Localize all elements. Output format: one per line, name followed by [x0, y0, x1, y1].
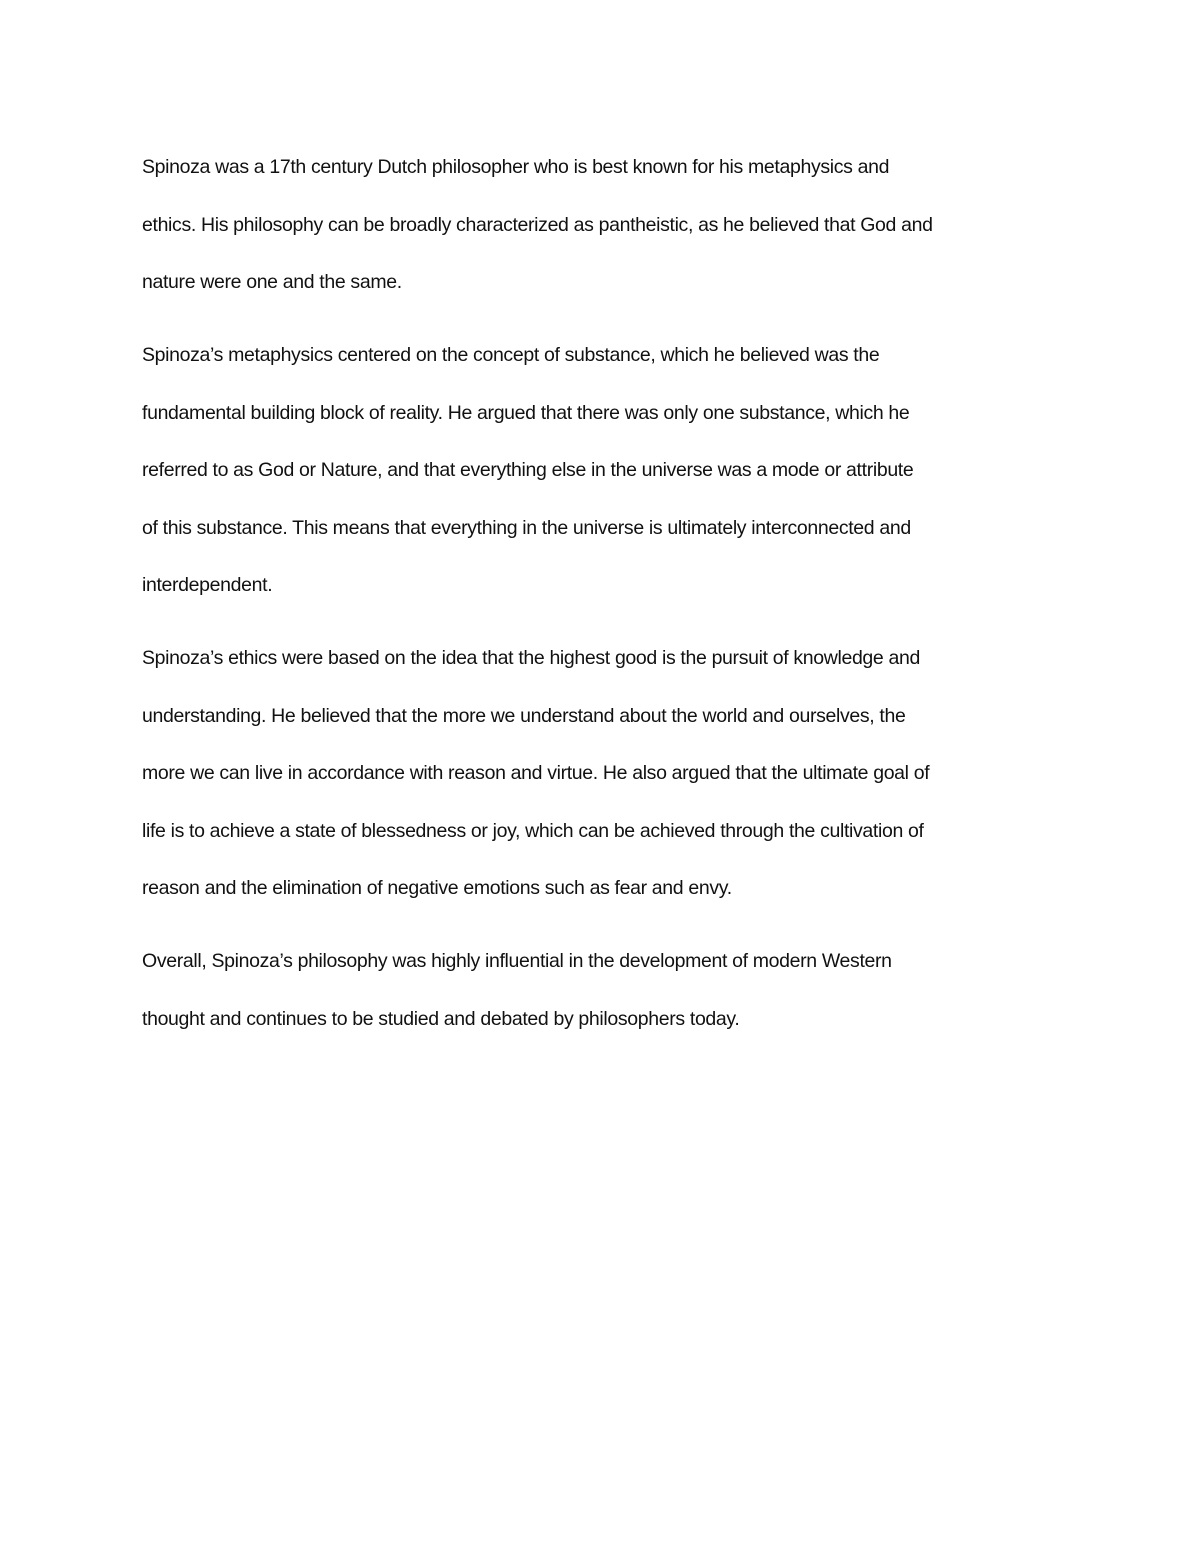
text-line: of this substance. This means that everything in the universe is ultimately interconnected and: [142, 516, 911, 539]
paragraph-spacer: [142, 615, 1062, 631]
text-line: life is to achieve a state of blessedness or joy, which can be achieved through the cultivation of: [142, 819, 924, 842]
paragraph-3: [142, 630, 1062, 918]
text-line: fundamental building block of reality. He argued that there was only one substance, which he: [142, 401, 910, 424]
text-line: Spinoza’s metaphysics centered on the concept of substance, which he believed was the: [142, 344, 880, 366]
text-line: nature were one and the same.: [142, 271, 402, 293]
paragraph-4: [142, 933, 1062, 1048]
document-body: [142, 139, 1062, 1048]
text-line: understanding. He believed that the more we understand about the world and ourselves, the: [142, 704, 906, 727]
text-line: ethics. His philosophy can be broadly characterized as pantheistic, as he believed that God and: [142, 213, 933, 236]
paragraph-spacer: [142, 312, 1062, 328]
paragraph-spacer: [142, 918, 1062, 934]
text-line: Overall, Spinoza’s philosophy was highly influential in the development of modern Western: [142, 950, 892, 972]
text-line: thought and continues to be studied and debated by philosophers today.: [142, 1007, 740, 1030]
text-line: Spinoza’s ethics were based on the idea that the highest good is the pursuit of knowledge and: [142, 647, 920, 669]
paragraph-2: [142, 327, 1062, 615]
text-line: Spinoza was a 17th century Dutch philosopher who is best known for his metaphysics and: [142, 156, 890, 178]
text-line: interdependent.: [142, 574, 273, 596]
text-line: referred to as God or Nature, and that everything else in the universe was a mode or attribute: [142, 459, 914, 481]
text-line: more we can live in accordance with reason and virtue. He also argued that the ultimate goal of: [142, 762, 930, 784]
paragraph-1: [142, 139, 1062, 312]
text-line: reason and the elimination of negative emotions such as fear and envy.: [142, 877, 732, 899]
